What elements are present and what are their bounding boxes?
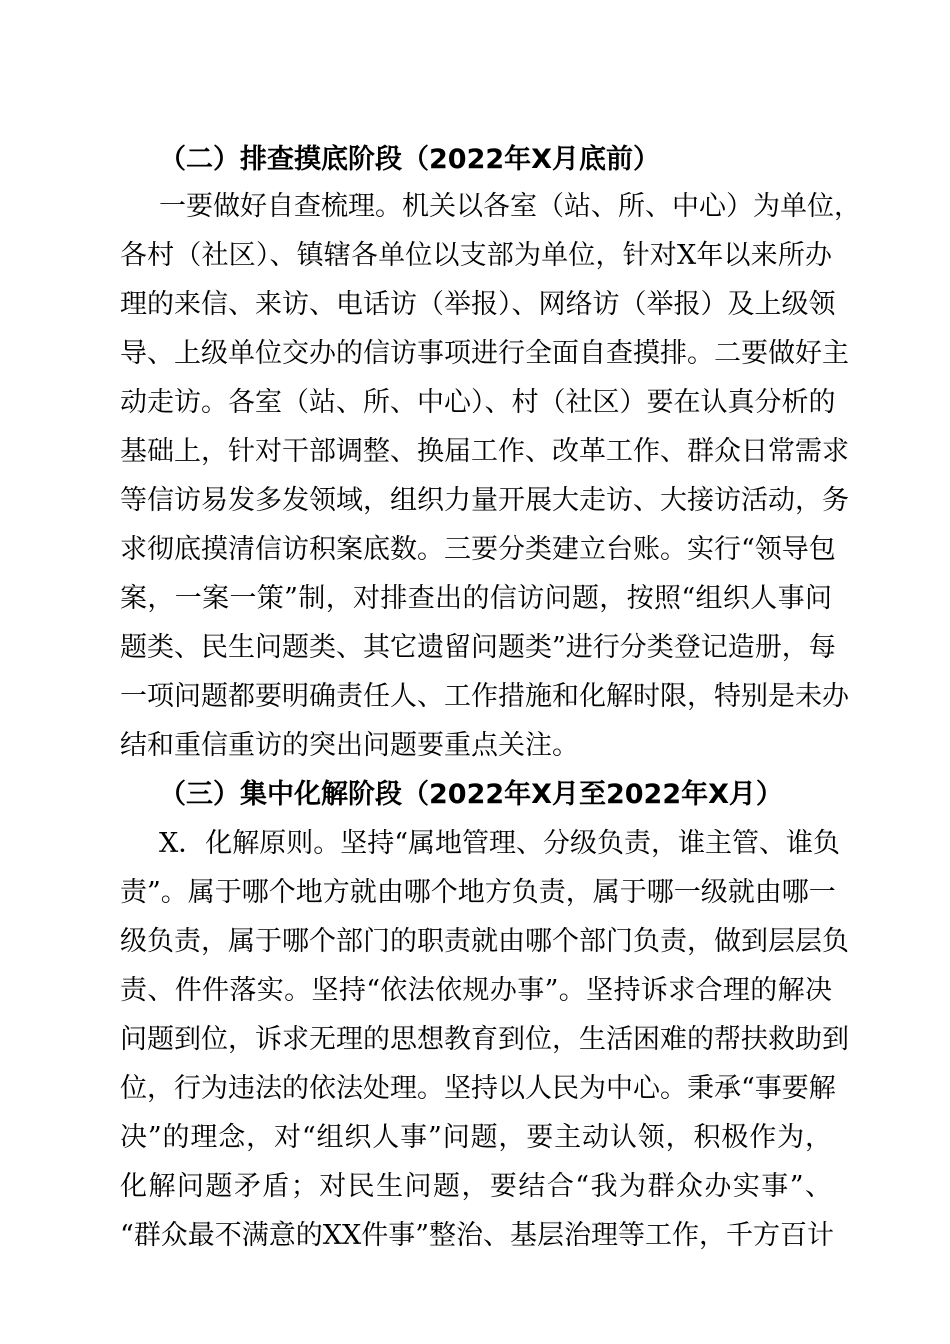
section-2-line-4: 导、上级单位交办的信访事项进行全面自查摸排。二要做好主 <box>120 338 849 369</box>
section-3-line-7: 决”的理念，对“组织人事”问题，要主动认领，积极作为， <box>120 1122 832 1153</box>
section-2-line-1: 一要做好自查梳理。机关以各室（站、所、中心）为单位， <box>159 191 861 222</box>
section-2-line-12: 结和重信重访的突出问题要重点关注。 <box>120 730 579 761</box>
section-3-line-5: 问题到位，诉求无理的思想教育到位，生活困难的帮扶救助到 <box>120 1024 849 1055</box>
section-2-line-7: 等信访易发多发领域，组织力量开展大走访、大接访活动，务 <box>120 485 849 516</box>
section-3-line-1: X．化解原则。坚持“属地管理、分级负责，谁主管、谁负 <box>159 828 841 859</box>
section-3-line-8: 化解问题矛盾；对民生问题，要结合“我为群众办实事”、 <box>120 1171 832 1202</box>
section-2-line-10: 题类、民生问题类、其它遗留问题类”进行分类登记造册，每 <box>120 632 836 663</box>
section-2-line-2: 各村（社区）、镇辖各单位以支部为单位，针对X年以来所办 <box>120 240 832 271</box>
section-3-line-3: 级负责，属于哪个部门的职责就由哪个部门负责，做到层层负 <box>120 926 849 957</box>
section-2-line-8: 求彻底摸清信访积案底数。三要分类建立台账。实行“领导包 <box>120 534 836 565</box>
section-2-line-11: 一项问题都要明确责任人、工作措施和化解时限，特别是未办 <box>120 681 849 712</box>
section-3-line-2: 责”。属于哪个地方就由哪个地方负责，属于哪一级就由哪一 <box>120 877 836 908</box>
section-3-line-9: “群众最不满意的XX件事”整治、基层治理等工作，千方百计 <box>120 1220 835 1251</box>
section-2-line-6: 基础上，针对干部调整、换届工作、改革工作、群众日常需求 <box>120 436 849 467</box>
section-2-heading: （二）排查摸底阶段（2022年X月底前） <box>159 144 660 175</box>
section-3-heading: （三）集中化解阶段（2022年X月至2022年X月） <box>159 779 783 810</box>
section-3-line-6: 位，行为违法的依法处理。坚持以人民为中心。秉承“事要解 <box>120 1073 836 1104</box>
section-2-line-5: 动走访。各室（站、所、中心）、村（社区）要在认真分析的 <box>120 387 836 418</box>
section-2-line-9: 案，一案一策”制，对排查出的信访问题，按照“组织人事问 <box>120 583 832 614</box>
section-2-line-3: 理的来信、来访、电话访（举报）、网络访（举报）及上级领 <box>120 289 836 320</box>
section-3-line-4: 责、件件落实。坚持“依法依规办事”。坚持诉求合理的解决 <box>120 975 832 1006</box>
